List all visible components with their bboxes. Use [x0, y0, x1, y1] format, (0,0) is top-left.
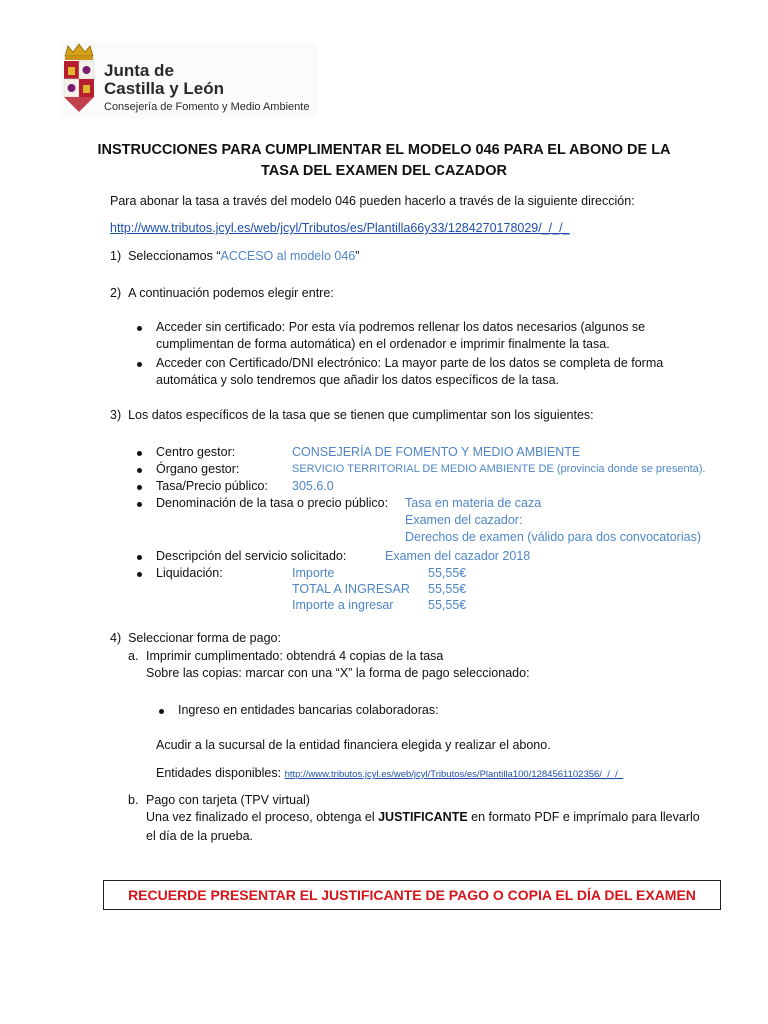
- header-logo-area: [60, 42, 318, 118]
- document-title-line2: TASA DEL EXAMEN DEL CAZADOR: [261, 163, 507, 179]
- step2-bullet2-line1: Acceder con Certificado/DNI electrónico: La mayor parte de los datos se completa de forma: [156, 356, 664, 370]
- step4: [110, 631, 281, 645]
- step1-text: Seleccionamos “: [128, 249, 221, 263]
- step4a-bullet: Ingreso en entidades bancarias colaboradoras:: [178, 703, 439, 717]
- coat-of-arms-icon: [60, 42, 98, 118]
- descripcion-value: Examen del cazador 2018: [385, 549, 531, 563]
- entities-label: Entidades disponibles:: [156, 766, 282, 780]
- bullet-icon: [137, 572, 142, 577]
- main-url-link[interactable]: http://www.tributos.jcyl.es/web/jcyl/Tributos/es/Plantilla66y33/1284270178029/_/_/_: [110, 221, 570, 235]
- step4b-text: Pago con tarjeta (TPV virtual): [146, 793, 310, 807]
- step4a-subtext: Sobre las copias: marcar con una “X” la forma de pago seleccionado:: [146, 666, 530, 680]
- step2-bullet1-line2: cumplimentan de forma automática) en el ordenador e imprimir finalmente la tasa.: [156, 337, 610, 351]
- step4b-line1-post: en formato PDF e imprímalo para llevarlo: [467, 810, 700, 824]
- liquidacion-row-label: Importe a ingresar: [292, 598, 394, 612]
- step4b-line1-pre: Una vez finalizado el proceso, obtenga el: [146, 810, 379, 824]
- bullet-icon: [137, 362, 142, 367]
- entities-line: [156, 766, 623, 780]
- step4-number: 4): [110, 631, 122, 645]
- denominacion-value1: Tasa en materia de caza: [405, 496, 542, 510]
- step3: [110, 408, 594, 422]
- liquidacion-row-label: TOTAL A INGRESAR: [292, 582, 410, 596]
- step4-text: Seleccionar forma de pago:: [128, 631, 281, 645]
- step4b-number: b.: [128, 793, 139, 807]
- bullet-icon: [137, 326, 142, 331]
- denominacion-label: Denominación de la tasa o precio público:: [156, 496, 389, 510]
- liquidacion-row-value: 55,55€: [428, 566, 467, 580]
- step4b-line1: [146, 810, 700, 824]
- denominacion-value3: Derechos de examen (válido para dos convocatorias): [405, 530, 701, 544]
- document-title-line1: INSTRUCCIONES PARA CUMPLIMENTAR EL MODELO 046 PARA EL ABONO DE LA: [97, 142, 671, 158]
- liquidacion-row-value: 55,55€: [428, 582, 467, 596]
- step4a-number: a.: [128, 649, 139, 663]
- step4a-paragraph: Acudir a la sucursal de la entidad financiera elegida y realizar el abono.: [156, 738, 551, 752]
- step1-tail: ”: [355, 249, 360, 263]
- org-department: Consejería de Fomento y Medio Ambiente: [104, 101, 310, 113]
- bullet-icon: [137, 468, 142, 473]
- step1-number: 1): [110, 249, 122, 263]
- tasa-label: Tasa/Precio público:: [156, 479, 268, 493]
- step4a-text: Imprimir cumplimentado: obtendrá 4 copias de la tasa: [146, 649, 444, 663]
- centro-gestor-label: Centro gestor:: [156, 445, 236, 459]
- tasa-value: 305.6.0: [292, 479, 334, 493]
- organo-gestor-value: SERVICIO TERRITORIAL DE MEDIO AMBIENTE DE (provincia donde se presenta).: [292, 463, 706, 475]
- reminder-callout: RECUERDE PRESENTAR EL JUSTIFICANTE DE PAGO O COPIA EL DÍA DEL EXAMEN: [103, 880, 721, 910]
- liquidacion-label: Liquidación:: [156, 566, 223, 580]
- bullet-icon: [137, 502, 142, 507]
- liquidacion-row-label: Importe: [292, 566, 335, 580]
- step2-text: A continuación podemos elegir entre:: [128, 286, 334, 300]
- entities-url-link[interactable]: http://www.tributos.jcyl.es/web/jcyl/Tributos/es/Plantilla100/1284561102356/_/_/_: [284, 769, 624, 780]
- intro-text: Para abonar la tasa a través del modelo 046 pueden hacerlo a través de la siguiente dirección:: [110, 194, 635, 208]
- step3-text: Los datos específicos de la tasa que se tienen que cumplimentar son los siguientes:: [128, 408, 594, 422]
- denominacion-value2: Examen del cazador:: [405, 513, 523, 527]
- bullet-icon: [137, 485, 142, 490]
- step2: [110, 286, 334, 300]
- step4b-line2: el día de la prueba.: [146, 829, 254, 843]
- step1-access-link[interactable]: ACCESO al modelo 046: [220, 249, 356, 263]
- org-name-line1: Junta de: [104, 61, 174, 80]
- descripcion-label: Descripción del servicio solicitado:: [156, 549, 347, 563]
- bullet-icon: [159, 709, 164, 714]
- liquidacion-row-value: 55,55€: [428, 598, 467, 612]
- step2-bullet1-line1: Acceder sin certificado: Por esta vía podremos rellenar los datos necesarios (algunos se: [156, 320, 646, 334]
- org-name-line2: Castilla y León: [104, 79, 224, 98]
- centro-gestor-value: CONSEJERÍA DE FOMENTO Y MEDIO AMBIENTE: [292, 445, 581, 459]
- step2-number: 2): [110, 286, 122, 300]
- step2-bullet2-line2: automática y solo tendremos que añadir los datos específicos de la tasa.: [156, 373, 560, 387]
- justificante-emphasis: JUSTIFICANTE: [378, 810, 468, 824]
- bullet-icon: [137, 451, 142, 456]
- bullet-icon: [137, 555, 142, 560]
- organo-gestor-label: Órgano gestor:: [156, 462, 240, 476]
- step3-number: 3): [110, 408, 122, 422]
- step1: [110, 249, 359, 263]
